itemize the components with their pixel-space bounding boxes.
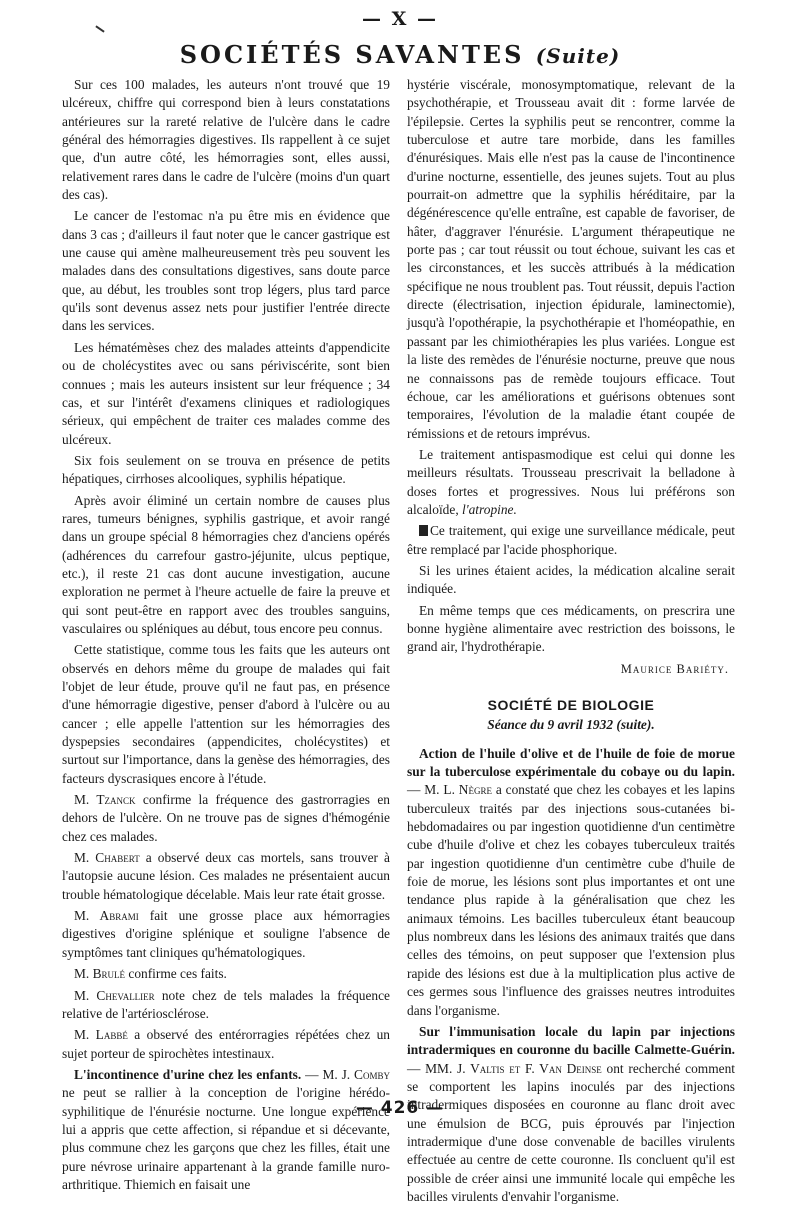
author-name: M. Chabert bbox=[74, 850, 140, 866]
paragraph bbox=[62, 1066, 390, 1194]
left-column bbox=[62, 76, 390, 1197]
paragraph-text: a observé deux cas mortels, sans trouver à l'autopsie aucune lésion. Ces malades ne présentaient aucun trouble hématologique décelable. Mais leur rate était grosse. bbox=[62, 850, 390, 902]
paragraph-text: ne peut se rallier à la conception de l'origine hérédo-syphilitique de l'énurésie nocturne. Une longue expérience lui a appris que cette affection, si répandue et si décevante, plus commune chez les garçons que chez les filles, était une pure névrose urinaire appartenant à la grande famille nuro-arthritique. Thiemich en faisait une bbox=[62, 1085, 390, 1192]
signature: Maurice Bariéty. bbox=[620, 661, 729, 676]
paragraph-text: confirme ces faits. bbox=[125, 966, 227, 982]
paragraph bbox=[62, 965, 390, 983]
running-header bbox=[0, 40, 800, 69]
header-title: SOCIÉTÉS SAVANTES bbox=[179, 40, 525, 69]
dash: — bbox=[407, 1060, 426, 1076]
paragraph bbox=[62, 791, 390, 846]
dash: — bbox=[407, 782, 425, 798]
topic-title: Action de l'huile d'olive et de l'huile de foie de morue sur la tuberculose expérimentale du cobaye ou du lapin. bbox=[407, 745, 735, 780]
page-roman-numeral: — X — bbox=[362, 8, 438, 30]
paragraph: Les hématémèses chez des malades atteints d'appendicite ou de cholécystites avec ou sans périviscérite, sont bien connues ; mais les auteurs insistent sur leur fréquence ; 34 cas, et sur l'intérêt d'examens cliniques et radiologiques sérieux, qui empêchent de traiter ces malades comme des ulcéreux. bbox=[62, 339, 390, 447]
author-name: M. Tzanck bbox=[74, 792, 136, 808]
paragraph: Sur ces 100 malades, les auteurs n'ont trouvé que 19 ulcéreux, chiffre qui correspond bien à leurs constatations antérieures sur la rareté relative de l'ulcère dans le cadre général des hémorragies digestives. Ils rappellent à ce sujet que, d'un autre côté, les hémorragies sont, elles aussi, relativement rares dans le cadre de l'ulcère (moins d'un quart des cas). bbox=[62, 77, 390, 203]
paragraph-text: confirme la fréquence des gastrorragies en dehors de l'ulcère. On ne trouve pas de signes d'hémogénie chez ces malades. bbox=[62, 792, 390, 844]
paragraph: Le cancer de l'estomac n'a pu être mis en évidence que dans 3 cas ; d'ailleurs il faut noter que le cancer gastrique est une cause qui amène malheureusement très peu souvent les malades dans des consultations digestives, sans doute parce que, au début, les troubles sont trop légers, plus tard parce qu'ils sont devenus assez nets pour justifier l'entrée directe dans les services. bbox=[62, 208, 390, 334]
author-name: M. Abrami bbox=[74, 908, 139, 924]
paragraph: Si les urines étaient acides, la médication alcaline serait indiquée. bbox=[407, 562, 735, 597]
paragraph-text: fait une grosse place aux hémorragies digestives d'origine splénique et souligne l'absence de symptômes tant cliniques qu'hématologiques. bbox=[62, 908, 390, 960]
paragraph: hystérie viscérale, monosymptomatique, relevant de la psychothérapie, et Trousseau avait dit : forme larvée de l'épilepsie. Certes la syphilis peut se rencontrer, comme la tuberculose et autre tare morbide, dans les familles d'énurésiques. Mais elle n'est pas la cause de l'incontinence d'urine nocturne, essentielle, des jeunes sujets. Tout au plus pourrait-on admettre que la syphilis héréditaire, par la dégénérescence qu'elle entraîne, est capable de favoriser, de hâter, d'aggraver l'énurésie. L'argument thérapeutique ne porte pas ; car tout réussit ou tout échoue, suivant les cas et les circonstances, et les succès attribués à la médication spécifique ne nous troublent pas. Tout réussit, depuis l'action directe (électrisation, injection épidurale, laminectomie), jusqu'à l'opothérapie, la psychothérapie et l'homéopathie, en passant par les chimiothérapies les plus variées. Longue est la liste des remèdes de l'énurésie nocturne, preuve que nous ne connaissons pas de remède toujours efficace. Tout échoue, car les améliorations et guérisons obtenues sont temporaires, l'évolution de la maladie étant coupée de rémissions et de retours imprévus. bbox=[407, 77, 735, 441]
author-name: MM. J. Valtis et F. Van Deinse bbox=[425, 1060, 602, 1076]
right-column bbox=[407, 76, 735, 1209]
topic-title: Sur l'immunisation locale du lapin par injections intradermiques en couronne du bacille Calmette-Guérin. bbox=[407, 1023, 735, 1058]
author-name: M. J. Comby bbox=[322, 1066, 390, 1082]
paragraph-text: Ce traitement, qui exige une surveillance médicale, peut être remplacé par l'acide phosphorique. bbox=[407, 523, 735, 557]
author-name: M. L. Nègre bbox=[424, 782, 492, 798]
paragraph-text: a constaté que chez les cobayes et les lapins tuberculeux traités par des injections sous-cutanées bi-hebdomadaires ou par ingestion quotidienne d'un centimètre cube d'huile d'olive et chez les cobayes tuberculeux traités par ingestion quotidienne d'un centimètre cube d'huile de foie de morue, les lésions sont plus importantes et ont une tendance plus rapide à la généralisation que chez les animaux témoins. Les bacilles tuberculeux étant beaucoup plus nombreux dans les lésions des animaux traités que dans celles des témoins, on peut supposer que l'extension plus rapide des lésions est due à la multiplication plus active de ces germes sous l'influence des graisses neutres introduites dans l'organisme. bbox=[407, 782, 735, 1018]
author-name: M. Labbé bbox=[74, 1027, 128, 1043]
paragraph: Cette statistique, comme tous les faits que les auteurs ont observés en dehors même du groupe de malades qui fait l'objet de leur étude, prouve qu'il ne faut pas, en présence d'une hémorragie digestive, penser d'abord à l'ulcère ou au cancer ; elle appelle l'attention sur les hémorragies des dyspepsies secondaires (appendicites, cholécystites) et surtout sur l'importance, dans la genèse des hémorragies, des facteurs dyscrasiques encore à l'étude. bbox=[62, 642, 390, 786]
paragraph-text: note chez de tels malades la fréquence relative de l'artériosclérose. bbox=[62, 987, 390, 1021]
paragraph bbox=[407, 522, 735, 559]
paragraph bbox=[407, 745, 735, 1020]
print-blot-mark bbox=[419, 525, 428, 536]
author-name: M. Brulé bbox=[74, 966, 126, 982]
topic-title: L'incontinence d'urine chez les enfants. bbox=[74, 1066, 302, 1082]
paragraph bbox=[407, 446, 735, 519]
page-number: — 426 — bbox=[355, 1098, 445, 1118]
paragraph-text: Le traitement antispasmodique est celui qui donne les meilleurs résultats. Trousseau prescrivait la belladone à doses fortes et progressives. Nous lui préférons son alcaloïde, bbox=[407, 446, 735, 517]
paragraph: En même temps que ces médicaments, on prescrira une bonne hygiène alimentaire avec restriction des boissons, le grand air, l'hydrothérapie. bbox=[407, 602, 735, 655]
paragraph-text: a observé des entérorragies répétées chez un sujet porteur de spirochètes intestinaux. bbox=[62, 1027, 390, 1061]
author-name: M. Chevallier bbox=[74, 987, 155, 1003]
section-title: SOCIÉTÉ DE BIOLOGIE bbox=[487, 697, 655, 713]
paragraph: Après avoir éliminé un certain nombre de causes plus rares, tumeurs bénignes, syphilis gastrique, et avoir rangé dans un groupe spécial 8 hémorragies chez d'anciens opérés (adhérences du carrefour gastro-jéjunite, ulcus peptique, etc.), il reste 21 cas dont aucune investigation, aucune exploration ne permet à l'heure actuelle de faire la preuve et qui sont peut-être en rapport avec des troubles sanguins, vasculaires ou spléniques au début, tous encore peu connus. bbox=[62, 492, 390, 636]
paragraph bbox=[62, 907, 390, 962]
paragraph: Six fois seulement on se trouva en présence de petits hépatiques, cirrhoses alcooliques, syphilis hépatique. bbox=[62, 452, 390, 487]
paragraph bbox=[62, 987, 390, 1024]
italic-term: l'atropine. bbox=[462, 501, 517, 517]
paragraph-text: ont recherché comment se comportent les lapins inoculés par des injections intradermiques disposées en couronne au flanc droit avec une émulsion de BCG, puis éprouvés par l'injection intradermique d'une dose convenable de bacilles virulents effectuée au centre de cette couronne. Ils concluent qu'il est possible de créer ainsi une immunité locale qui empêche les bacilles virulents d'envahir l'organisme. bbox=[407, 1060, 735, 1204]
header-suite: (Suite) bbox=[535, 44, 621, 68]
paragraph bbox=[62, 1026, 390, 1063]
paragraph bbox=[62, 849, 390, 904]
dash: — bbox=[301, 1066, 323, 1082]
section-subtitle: Séance du 9 avril 1932 (suite). bbox=[487, 717, 655, 733]
